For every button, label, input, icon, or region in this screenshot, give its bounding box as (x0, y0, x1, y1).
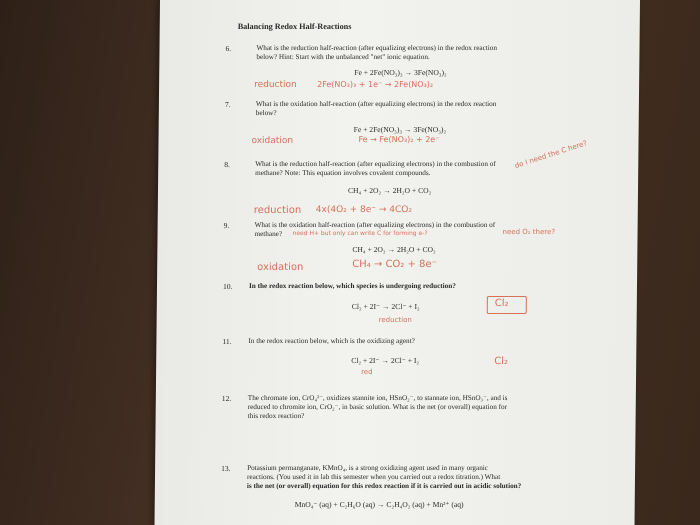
q8-handwritten-label: reduction (253, 205, 302, 216)
q7-number: 7. (224, 100, 231, 109)
q10-number: 10. (222, 282, 233, 291)
q6-number: 6. (225, 44, 232, 53)
q12-text-line3: this redox reaction? (247, 412, 305, 420)
q7-text-line2: below? (255, 109, 277, 117)
q7-equation: Fe + 2Fe(NO₃)₃ → 3Fe(NO₃)₂ (353, 125, 447, 134)
q9-handwritten-answer: CH₄ → CO₂ + 8e⁻ (352, 259, 437, 270)
q8-number: 8. (224, 160, 231, 169)
q13-text-line3: is the net (or overall) equation for this redox reaction if it is carried out in acidic solution? (246, 482, 522, 490)
q11-text: In the redox reaction below, which is the oxidizing agent? (248, 337, 415, 345)
q7-handwritten-label: oxidation (251, 136, 294, 146)
q10-equation: Cl₂ + 2I⁻ → 2Cl⁻ + I₂ (351, 302, 420, 311)
q12-number: 12. (221, 394, 232, 403)
q8-equation: CH₄ + 2O₂ → 2H₂O + CO₂ (347, 186, 432, 195)
q6-equation: Fe + 2Fe(NO₃)₃ → 3Fe(NO₃)₂ (354, 68, 447, 77)
q11-handwritten-label: red (361, 368, 373, 376)
q10-handwritten-label: reduction (378, 316, 412, 324)
q11-number: 11. (222, 337, 232, 346)
q8-text-line1: What is the reduction half-reaction (after equalizing electrons) in the combustion of (255, 160, 496, 168)
q10-text: In the redox reaction below, which species is undergoing reduction? (248, 282, 456, 290)
q9-handwritten-label: oxidation (257, 262, 304, 273)
q12-text-line2: reduced to chromite ion, CrO₂⁻, in basic solution. What is the net (or overall) equation for (247, 403, 508, 411)
q6-text-line2: below? Hint: Start with the unbalanced "net" ionic equation. (256, 53, 430, 61)
q8-text-line2: methane? Note: This equation involves covalent compounds. (255, 169, 431, 177)
q9-handwritten-note2: need O₂ there? (502, 228, 556, 236)
q13-text-line1: Potassium permanganate, KMnO₄, is a strong oxidizing agent used in many organic (247, 464, 489, 472)
q13-number: 13. (221, 464, 231, 473)
q9-number: 9. (223, 221, 230, 230)
q13-text-line2: reactions. (You used it in lab this semester when you carried out a redox titration.) What (246, 473, 501, 481)
worksheet-title: Balancing Redox Half-Reactions (237, 22, 352, 31)
q6-text-line1: What is the reduction half-reaction (after equalizing electrons) in the redox reaction (256, 44, 498, 52)
q11-handwritten-answer: Cl₂ (494, 356, 509, 367)
q9-text-line1: What is the oxidation half-reaction (after equalizing electrons) in the combustion of (254, 221, 496, 229)
q9-handwritten-note1: need H+ but only can write C for forming e-? (292, 230, 428, 237)
q13-equation: MnO₄⁻ (aq) + C₂H₆O (aq) → C₂H₄O₂ (aq) + Mn²⁺ (aq) (294, 500, 464, 509)
q9-text-line2: methane? (254, 230, 283, 238)
q12-text-line1: The chromate ion, CrO₄²⁻, oxidizes stannite ion, HSnO₂⁻, to stannate ion, HSnO₃⁻, and is (247, 394, 508, 402)
q8-handwritten-note: do I need the C here? (513, 139, 589, 170)
q11-equation: Cl₂ + 2I⁻ → 2Cl⁻ + I₂ (351, 356, 420, 365)
worksheet-page (155, 0, 640, 525)
q7-handwritten-answer: Fe → Fe(NO₃)₂ + 2e⁻ (358, 135, 440, 144)
q10-handwritten-answer: Cl₂ (494, 298, 509, 309)
q6-handwritten-answer: 2Fe(NO₃)₃ + 1e⁻ → 2Fe(NO₃)₂ (317, 80, 434, 89)
q9-equation: CH₄ + 2O₂ → 2H₂O + CO₂ (352, 245, 436, 254)
q8-handwritten-answer: 4x(4O₂ + 8e⁻ → 4CO₂ (315, 205, 413, 215)
q7-text-line1: What is the oxidation half-reaction (after equalizing electrons) in the redox reaction (255, 100, 497, 108)
q6-handwritten-label: reduction (254, 80, 297, 90)
